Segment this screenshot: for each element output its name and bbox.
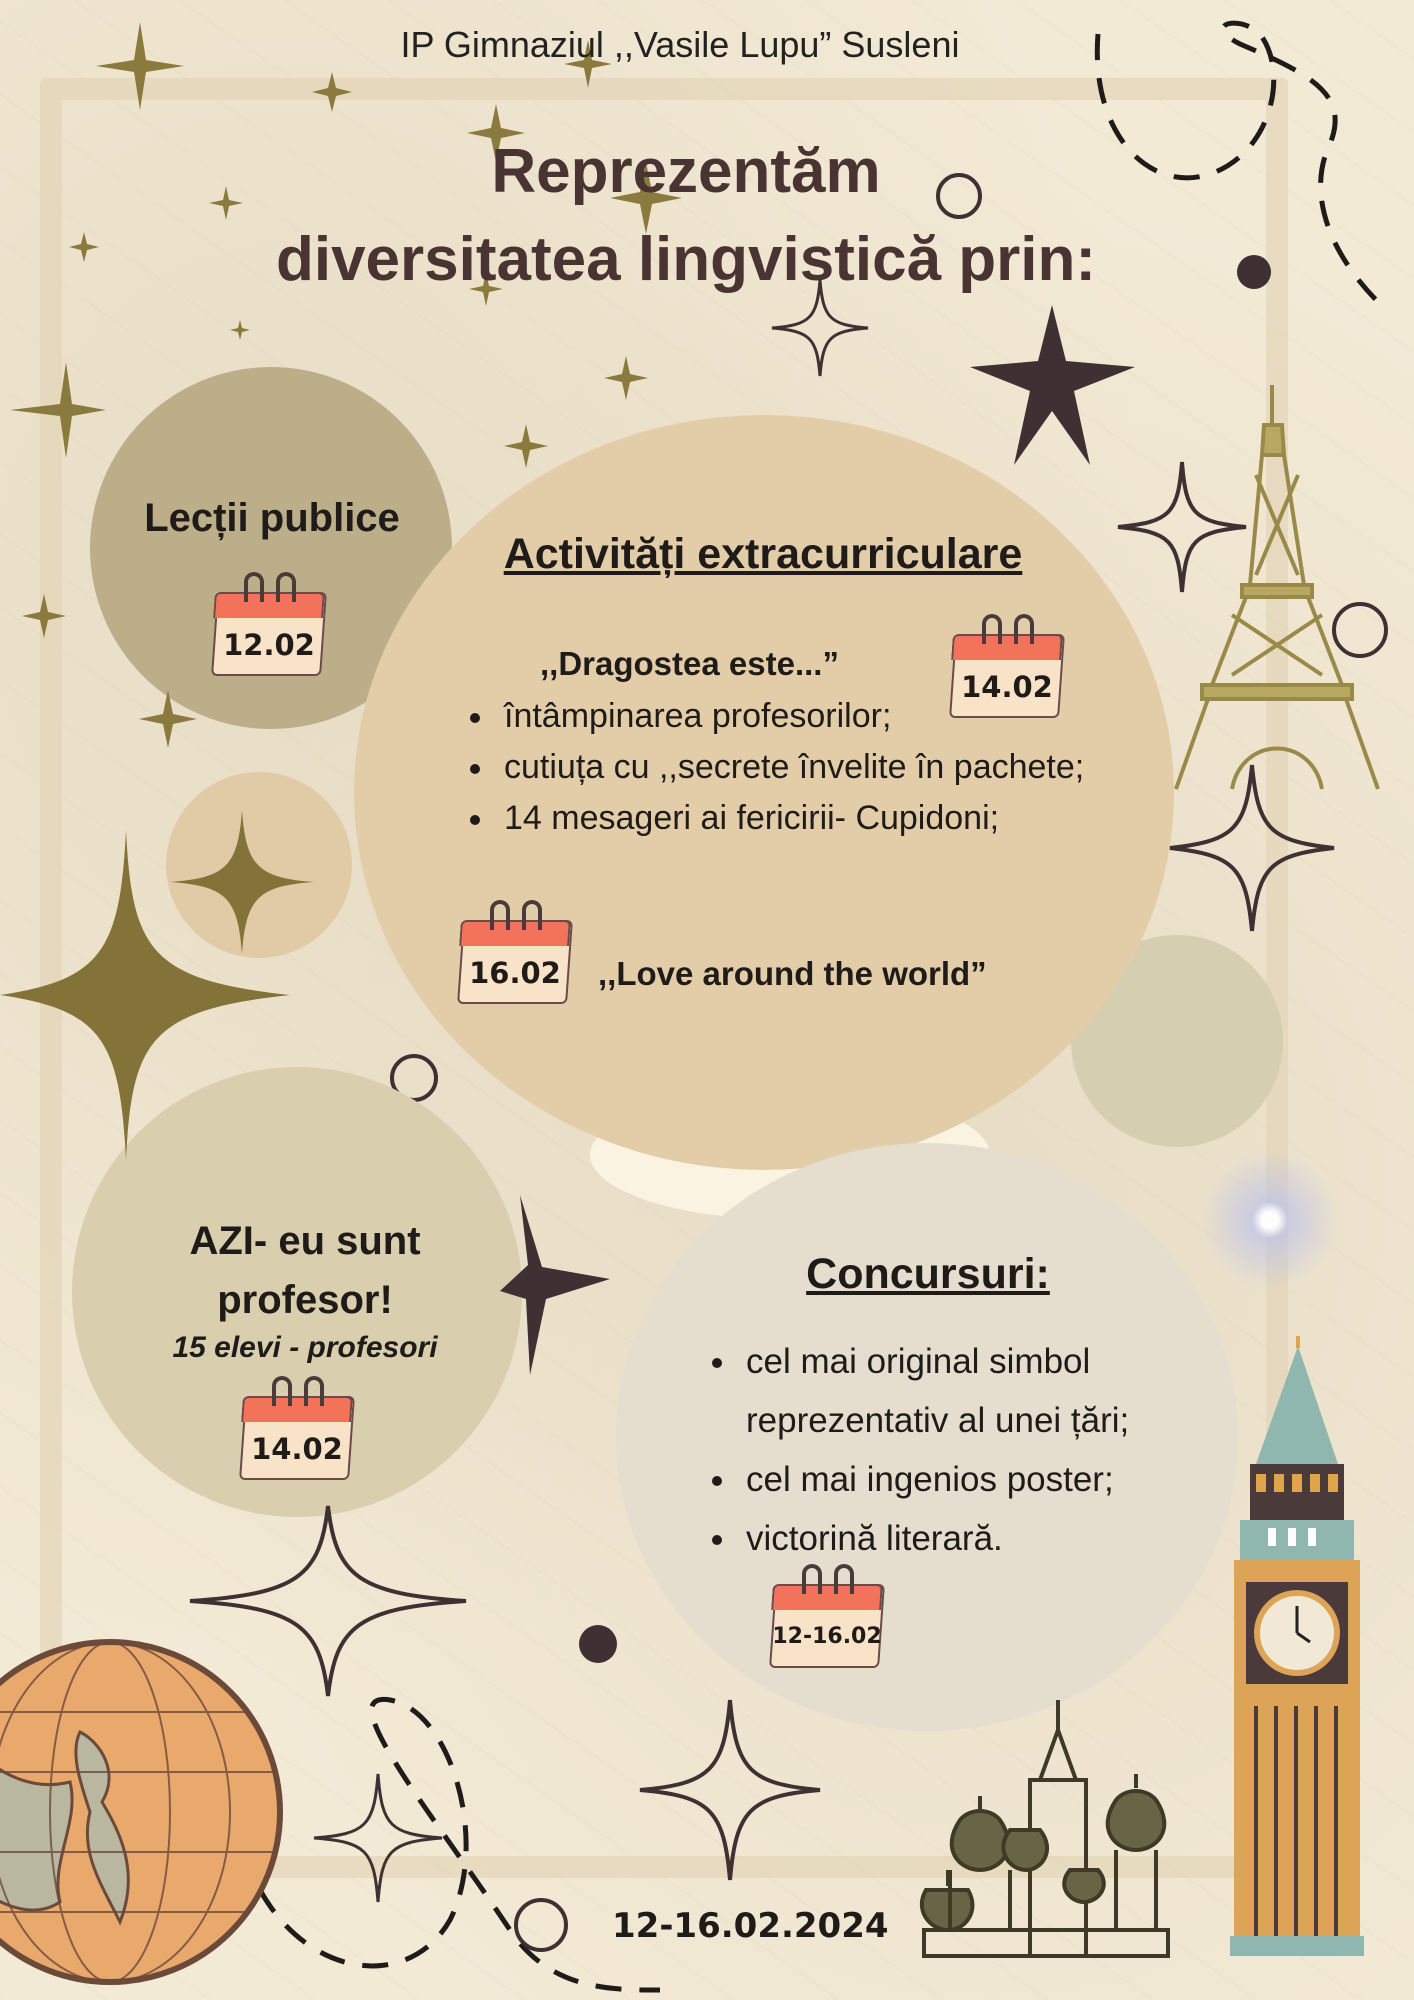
concursuri-list	[708, 1332, 1208, 1568]
azi-subtitle: 15 elevi - profesori	[172, 1331, 438, 1364]
globe-icon	[0, 1622, 280, 2000]
title-line-2: diversitatea lingvistică prin:	[275, 225, 1097, 294]
star-icon	[170, 810, 314, 954]
dashed-loop-bottom	[250, 1690, 670, 2000]
star-icon	[970, 305, 1135, 465]
footer-date: 12-16.02.2024	[612, 1906, 889, 1946]
list-item: cutiuța cu ,,secrete învelite în pachete;	[466, 742, 1086, 793]
title-line-1: Reprezentăm	[491, 137, 881, 206]
calendar-icon	[768, 1564, 886, 1670]
big-ben-icon	[1226, 1336, 1366, 1956]
small-dot-2	[578, 1624, 618, 1664]
calendar-icon	[238, 1376, 356, 1482]
lectii-title: Lecții publice	[144, 496, 400, 540]
activitati-date-1: 14.02	[961, 670, 1053, 704]
list-item: cel mai ingenios poster;	[708, 1450, 1208, 1509]
page-title	[0, 128, 1372, 304]
concursuri-date: 12-16.02	[772, 1624, 882, 1649]
list-item: victorină literară.	[708, 1509, 1208, 1568]
azi-date: 14.02	[251, 1432, 343, 1466]
list-item: întâmpinarea profesorilor;	[466, 691, 1086, 742]
activitati-title: Activități extracurriculare	[503, 530, 1023, 578]
list-item: cel mai original simbol reprezentativ al unei țări;	[708, 1332, 1208, 1450]
school-name: IP Gimnaziul ,,Vasile Lupu” Susleni	[400, 24, 960, 65]
activitati-subtitle-1: ,,Dragostea este...”	[540, 645, 839, 682]
azi-title: AZI- eu sunt profesor!	[189, 1219, 421, 1322]
activitati-list	[466, 691, 1086, 844]
small-ring-4	[512, 1896, 570, 1954]
calendar-icon	[456, 900, 574, 1006]
activitati-subtitle-2: ,,Love around the world”	[598, 955, 987, 992]
lectii-date: 12.02	[223, 628, 315, 662]
st-basil-cathedral-icon	[920, 1700, 1172, 1956]
star-icon	[500, 1195, 610, 1375]
light-glow	[1200, 1140, 1340, 1300]
star-icon	[314, 1774, 442, 1902]
star-icon	[640, 1700, 820, 1880]
calendar-icon	[210, 572, 328, 678]
list-item: 14 mesageri ai fericirii- Cupidoni;	[466, 793, 1086, 844]
eiffel-tower-icon	[1172, 385, 1382, 795]
concursuri-title: Concursuri:	[806, 1250, 1050, 1298]
activitati-date-2: 16.02	[469, 956, 561, 990]
